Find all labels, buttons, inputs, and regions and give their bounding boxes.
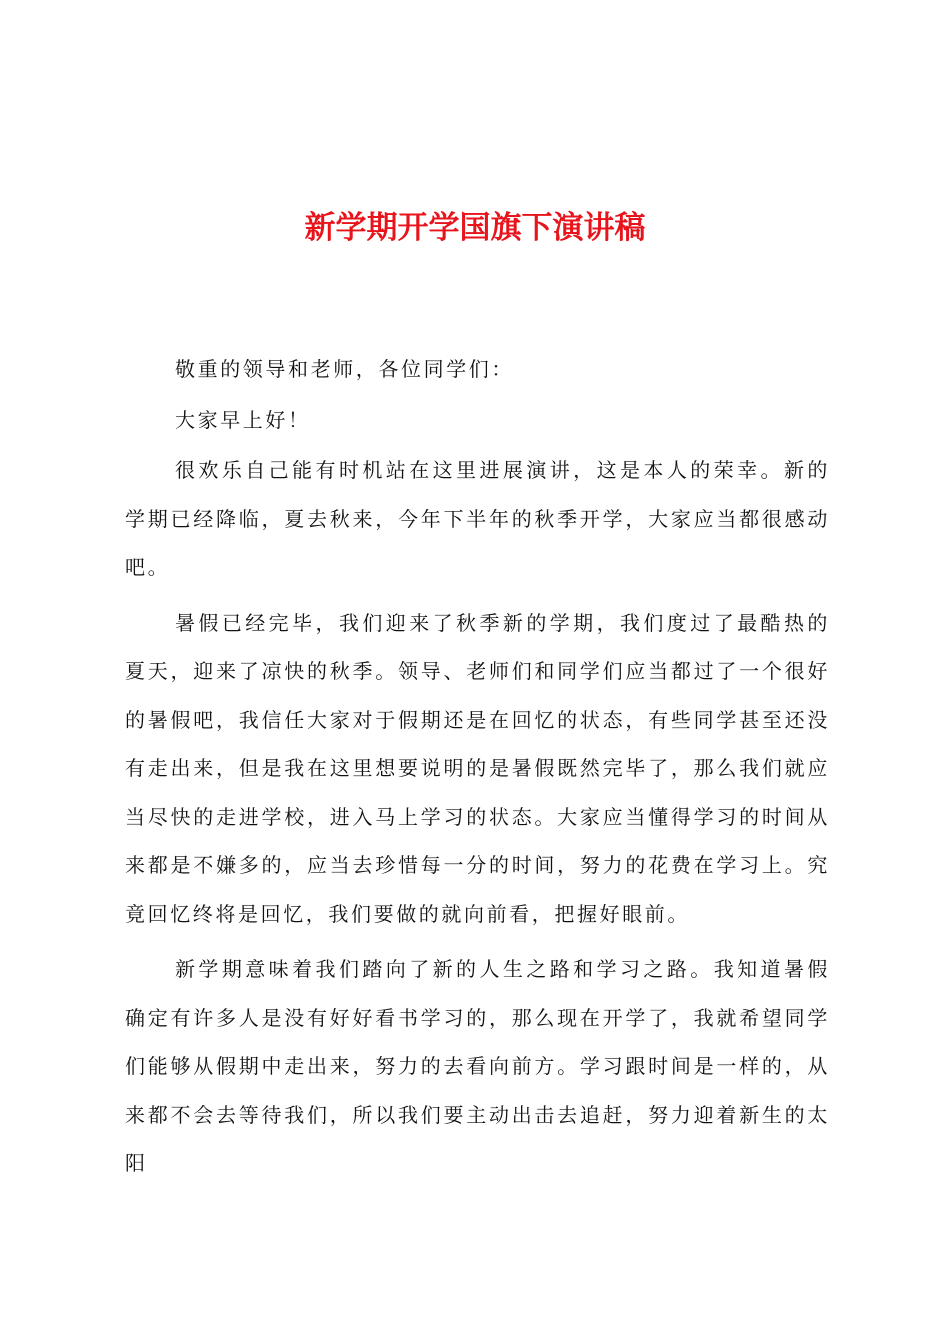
salutation-paragraph: 敬重的领导和老师，各位同学们： <box>175 357 514 381</box>
document-title: 新学期开学国旗下演讲稿 <box>304 210 646 246</box>
body-paragraph: 暑假已经完毕，我们迎来了秋季新的学期，我们度过了最酷热的夏天，迎来了凉快的秋季。领导、老师们和同学们应当都过了一个很好的暑假吧，我信任大家对于假期还是在回忆的状态，有些同学甚至还没有走出来，但是我在这里想要说明的是暑假既然完毕了，那么我们就应当尽快的走进学校，进入马上学习的状态。大家应当懂得学习的时间从来都是不嫌多的，应当去珍惜每一分的时间，努力的花费在学习上。究竟回忆终将是回忆，我们要做的就向前看，把握好眼前。 <box>125 610 830 926</box>
body-paragraph: 新学期意味着我们踏向了新的人生之路和学习之路。我知道暑假确定有许多人是没有好好看书学习的，那么现在开学了，我就希望同学们能够从假期中走出来，努力的去看向前方。学习跟时间是一样的，从来都不会去等待我们，所以我们要主动出击去追赶，努力迎着新生的太阳 <box>125 957 830 1175</box>
greeting-paragraph: 大家早上好！ <box>175 407 311 432</box>
body-paragraph: 很欢乐自己能有时机站在这里进展演讲，这是本人的荣幸。新的学期已经降临，夏去秋来，今年下半年的秋季开学，大家应当都很感动吧。 <box>125 458 830 579</box>
document-body <box>125 345 830 1195</box>
